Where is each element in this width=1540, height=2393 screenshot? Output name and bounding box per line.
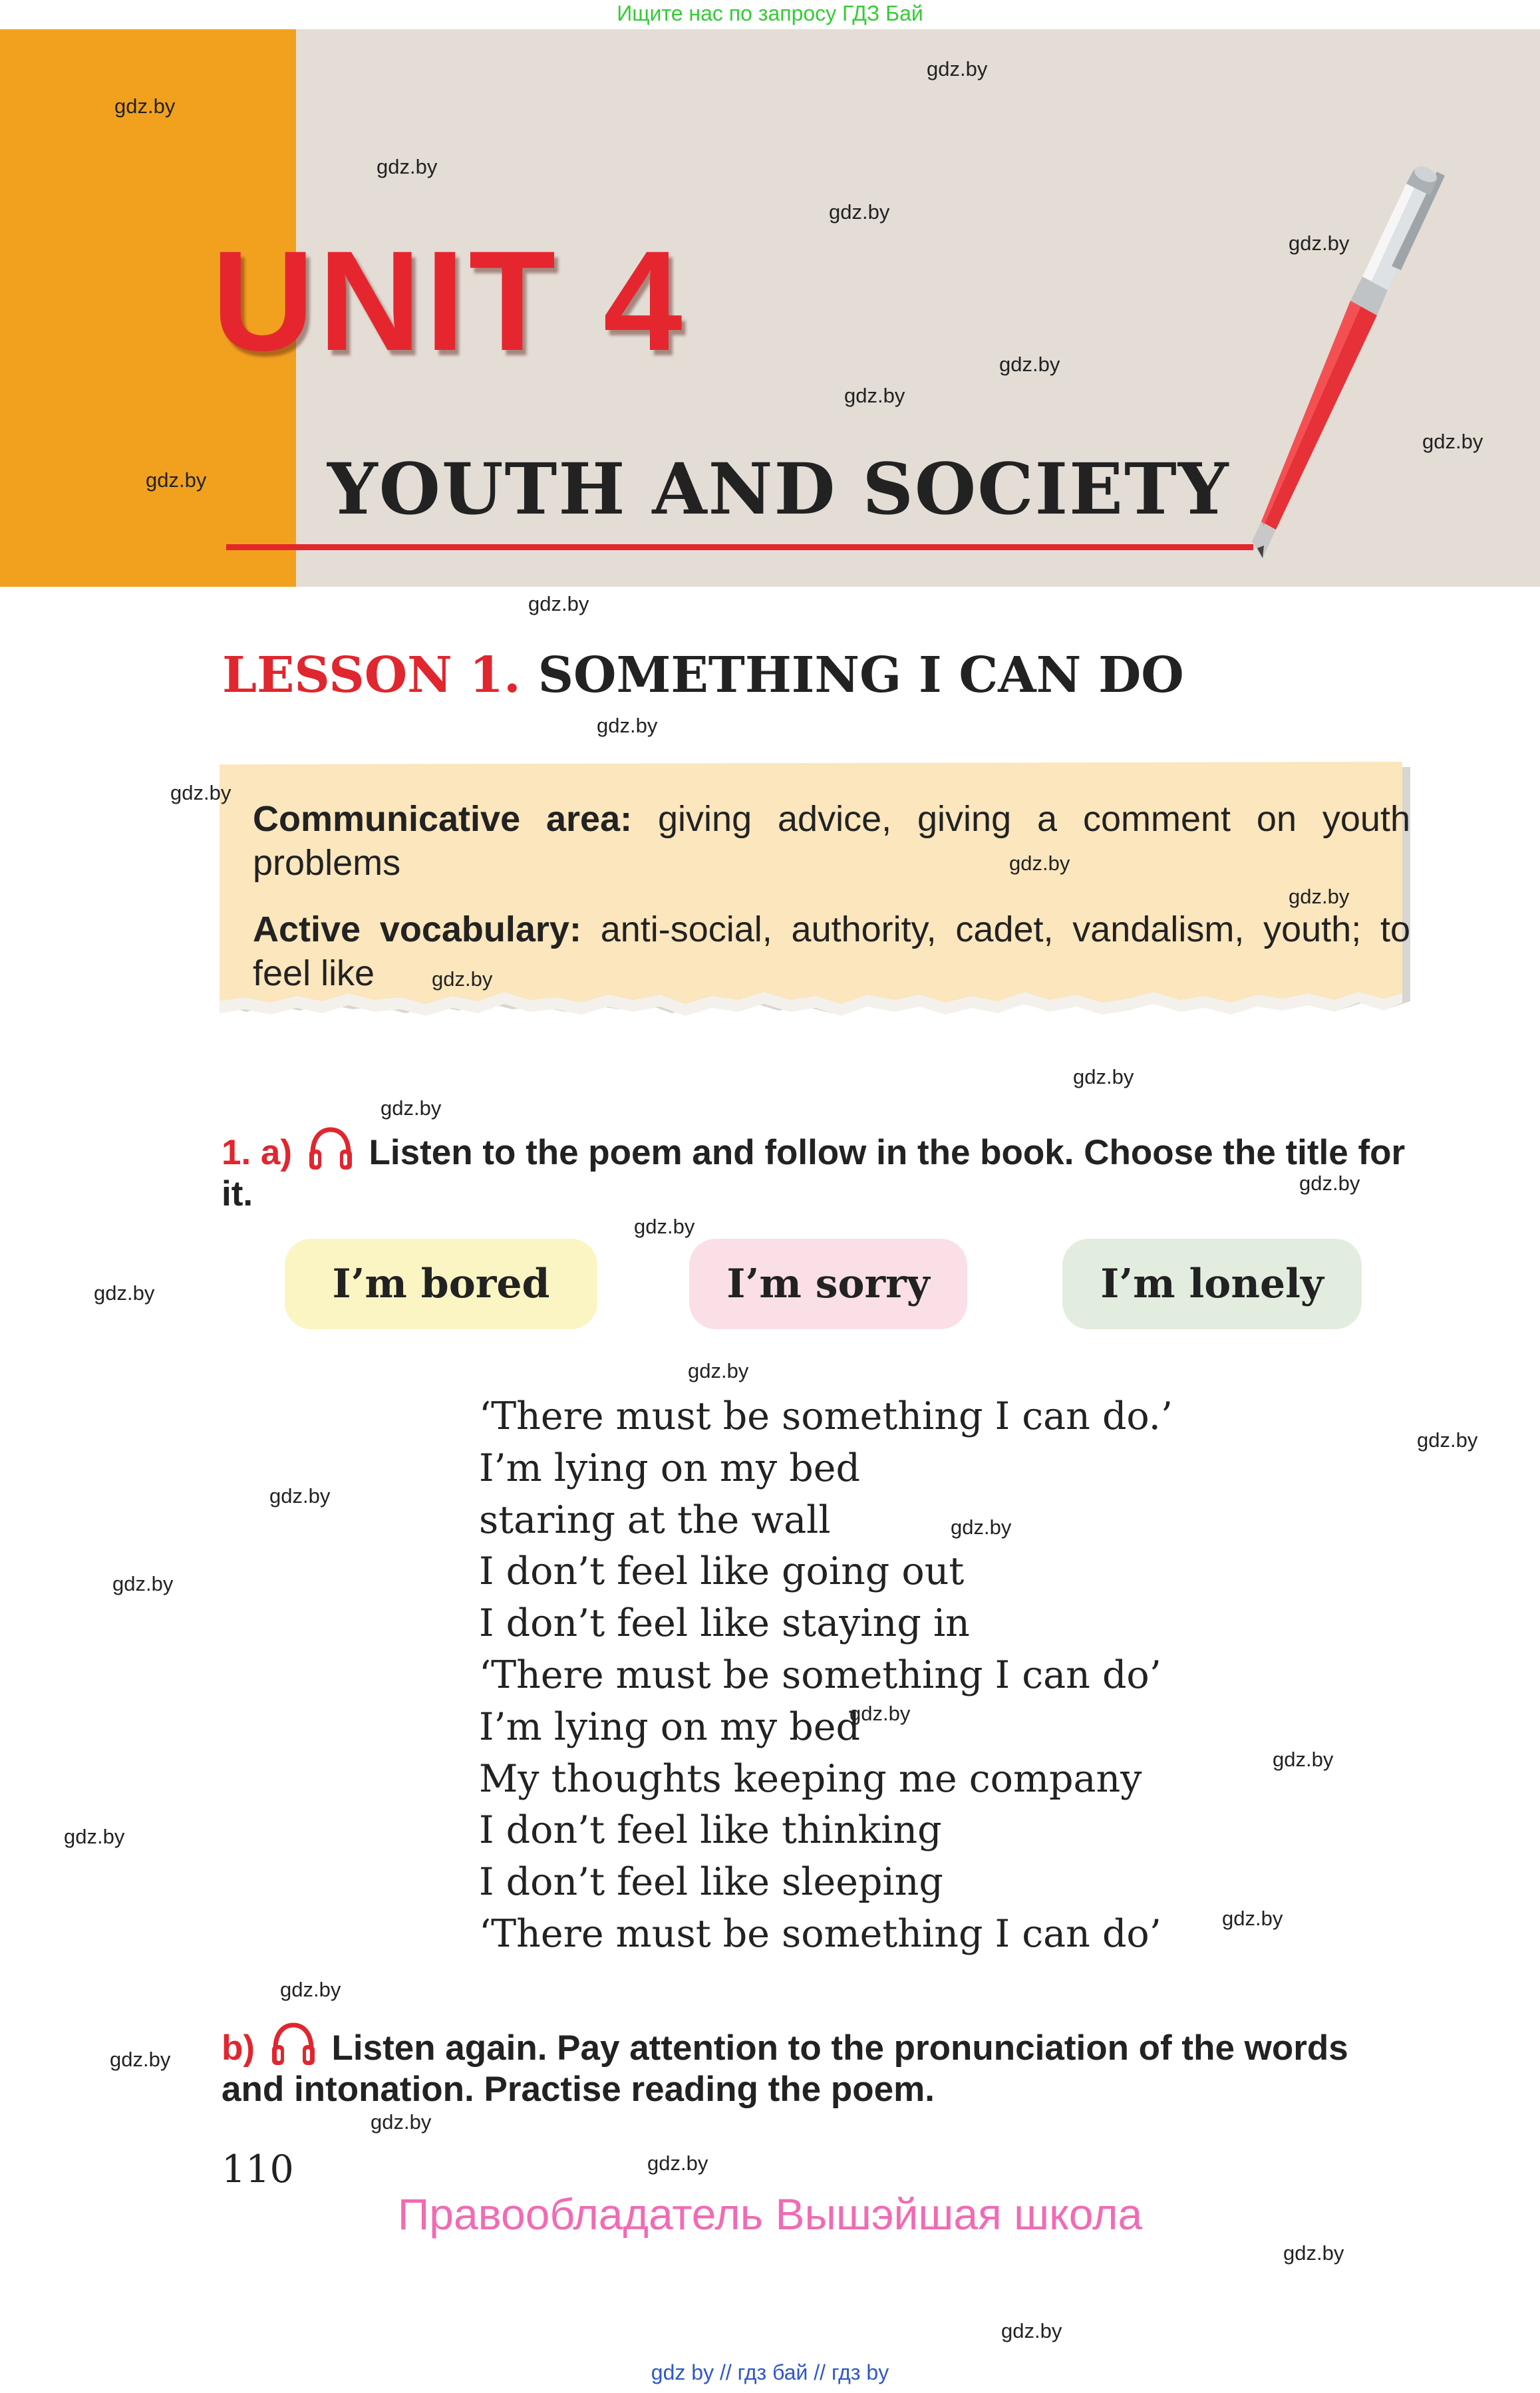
watermark: gdz.by	[1289, 885, 1350, 908]
unit-banner	[0, 29, 1540, 587]
watermark: gdz.by	[688, 1359, 749, 1382]
watermark: gdz.by	[647, 2152, 708, 2175]
watermark: gdz.by	[64, 1825, 125, 1848]
task-instruction: Listen to the poem and follow in the book. Choose the title for it.	[222, 1133, 1406, 1213]
poem-line: I’m lying on my bed	[479, 1446, 861, 1490]
watermark: gdz.by	[528, 592, 589, 615]
task-1b	[222, 2020, 1419, 2110]
watermark: gdz.by	[114, 94, 176, 118]
poem-line: I don’t feel like going out	[479, 1549, 965, 1594]
watermark: gdz.by	[1001, 2319, 1062, 2342]
watermark: gdz.by	[1299, 1172, 1360, 1195]
watermark: gdz.by	[844, 384, 905, 407]
poem-line: I don’t feel like sleeping	[479, 1860, 943, 1905]
watermark: gdz.by	[849, 1702, 911, 1725]
task-1a	[222, 1124, 1419, 1215]
banner-underline	[226, 544, 1253, 550]
watermark: gdz.by	[1422, 430, 1483, 453]
task-number: 1. a)	[222, 1133, 293, 1172]
watermark: gdz.by	[951, 1516, 1012, 1539]
watermark: gdz.by	[269, 1484, 331, 1508]
task-number: b)	[222, 2028, 255, 2068]
lesson-number: LESSON 1.	[222, 647, 521, 704]
watermark: gdz.by	[170, 781, 231, 804]
watermark: gdz.by	[1289, 232, 1350, 255]
watermark: gdz.by	[829, 200, 890, 224]
watermark: gdz.by	[999, 353, 1060, 376]
poem	[479, 1391, 1173, 1961]
page-number: 110	[222, 2148, 294, 2191]
info-box	[253, 797, 1410, 1018]
unit-subtitle: YOUTH AND SOCIETY	[327, 447, 1230, 530]
watermark: gdz.by	[146, 468, 207, 492]
poem-line: ‘There must be something I can do.’	[479, 1394, 1173, 1438]
poem-line: I’m lying on my bed	[479, 1704, 861, 1749]
lesson-title: SOMETHING I CAN DO	[538, 647, 1184, 704]
title-option-lonely: I’m lonely	[1062, 1239, 1362, 1329]
watermark: gdz.by	[112, 1572, 174, 1595]
poem-line: I don’t feel like thinking	[479, 1808, 942, 1853]
title-option-sorry: I’m sorry	[689, 1239, 967, 1329]
watermark: gdz.by	[1417, 1428, 1478, 1452]
watermark: gdz.by	[1009, 852, 1070, 875]
watermark: gdz.by	[1273, 1748, 1334, 1771]
footer-links[interactable]: gdz by // гдз бай // гдз by	[651, 2360, 889, 2384]
poem-line: ‘There must be something I can do’	[479, 1653, 1161, 1697]
title-option-bored: I’m bored	[285, 1239, 597, 1329]
poem-line: I don’t feel like staying in	[479, 1601, 970, 1646]
task-instruction: Listen again. Pay attention to the pronunciation of the words and intonation. Practise reading the poem.	[222, 2028, 1348, 2109]
headphones-icon	[306, 1124, 355, 1174]
poem-line: staring at the wall	[479, 1498, 831, 1542]
watermark: gdz.by	[432, 967, 493, 991]
communicative-area-text: giving advice, giving a comment on youth problems	[253, 799, 1410, 883]
watermark: gdz.by	[381, 1096, 442, 1120]
watermark: gdz.by	[927, 57, 988, 80]
communicative-area	[253, 797, 1410, 885]
communicative-area-label: Communicative area:	[253, 799, 633, 839]
lesson-heading	[222, 647, 1184, 704]
active-vocabulary-text: anti-social, authority, cadet, vandalism, youth; to feel like	[253, 909, 1410, 993]
watermark: gdz.by	[377, 155, 438, 178]
unit-title: UNIT 4	[212, 222, 687, 381]
watermark: gdz.by	[371, 2110, 432, 2134]
watermark: gdz.by	[1073, 1065, 1134, 1088]
poem-line: My thoughts keeping me company	[479, 1756, 1142, 1801]
rights-holder: Правообладатель Вышэйшая школа	[397, 2189, 1143, 2239]
watermark: gdz.by	[110, 2048, 171, 2071]
headphones-icon	[269, 2020, 318, 2069]
watermark: gdz.by	[1283, 2241, 1344, 2265]
poem-line: ‘There must be something I can do’	[479, 1911, 1161, 1956]
active-vocabulary	[253, 907, 1410, 995]
watermark: gdz.by	[94, 1281, 155, 1305]
watermark: gdz.by	[634, 1215, 695, 1238]
top-notice: Ищите нас по запросу ГДЗ Бай	[617, 1, 923, 25]
pen-icon	[1237, 149, 1463, 561]
watermark: gdz.by	[280, 1978, 341, 2001]
watermark: gdz.by	[1222, 1907, 1283, 1930]
watermark: gdz.by	[597, 714, 658, 737]
active-vocabulary-label: Active vocabulary:	[253, 909, 581, 949]
